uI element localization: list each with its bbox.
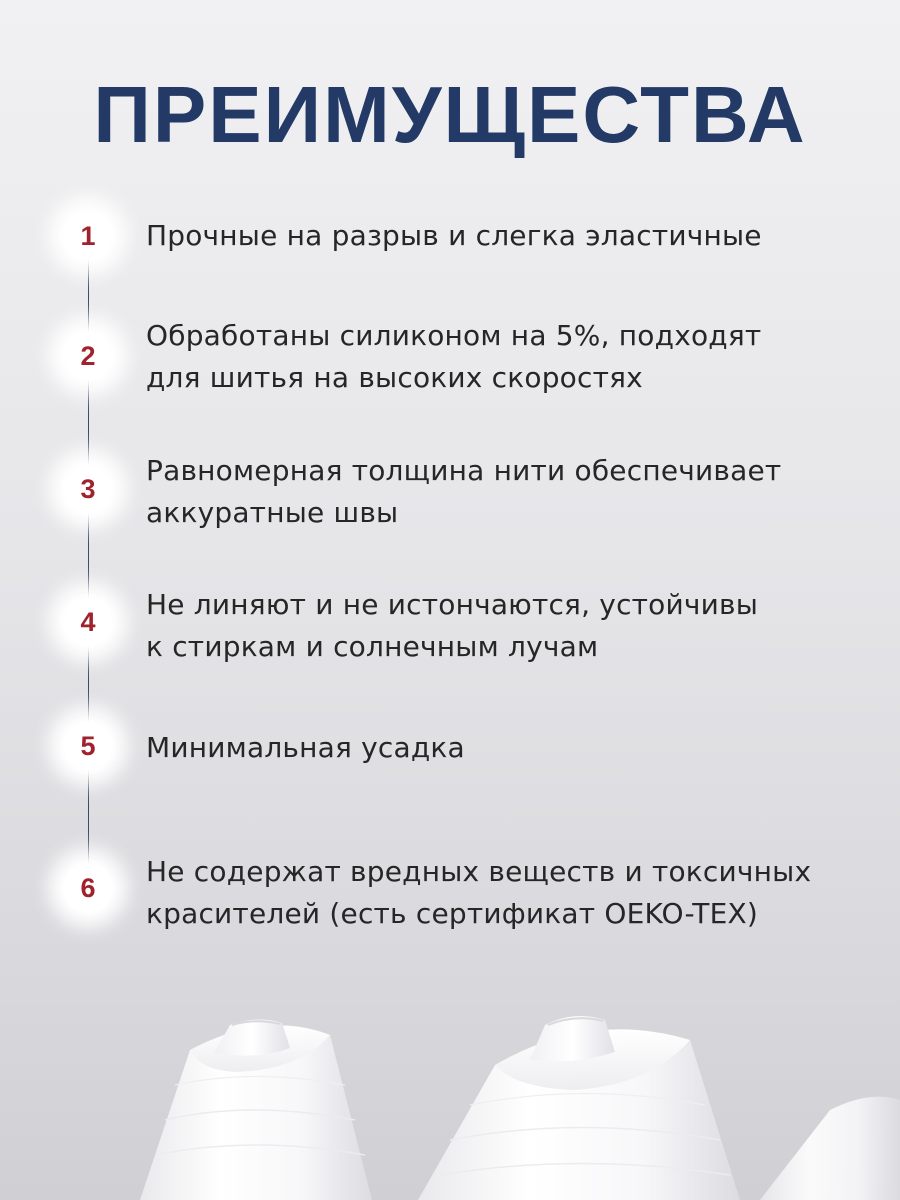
thread-spools-image bbox=[0, 990, 900, 1200]
thread-spools-illustration bbox=[0, 990, 900, 1200]
right-spool bbox=[418, 1016, 740, 1200]
number-badge: 2 bbox=[58, 326, 118, 386]
page-title: ПРЕИМУЩЕСТВА bbox=[93, 70, 807, 159]
advantage-line: аккуратные швы bbox=[146, 496, 399, 529]
advantage-line: к стиркам и солнечным лучам bbox=[146, 630, 599, 663]
advantage-text bbox=[146, 851, 866, 935]
number-badge: 5 bbox=[58, 716, 118, 776]
advantage-text bbox=[146, 584, 866, 668]
number-badge: 6 bbox=[58, 858, 118, 918]
advantage-text bbox=[146, 450, 866, 534]
advantage-line: красителей (есть сертификат OEKO-TEX) bbox=[146, 897, 758, 930]
advantage-line: Не линяют и не истончаются, устойчивы bbox=[146, 588, 759, 621]
right-edge-spool bbox=[760, 1097, 900, 1200]
number-badge: 4 bbox=[58, 592, 118, 652]
advantage-line: Обработаны силиконом на 5%, подходят bbox=[146, 319, 762, 352]
left-spool bbox=[140, 1019, 372, 1200]
advantage-line: Не содержат вредных веществ и токсичных bbox=[146, 855, 812, 888]
advantage-text bbox=[146, 727, 866, 769]
advantage-text bbox=[146, 315, 866, 399]
advantage-text bbox=[146, 215, 866, 257]
advantage-line: Минимальная усадка bbox=[146, 731, 465, 764]
advantage-line: для шитья на высоких скоростях bbox=[146, 361, 643, 394]
number-badge: 3 bbox=[58, 459, 118, 519]
advantage-line: Равномерная толщина нити обеспечивает bbox=[146, 454, 782, 487]
number-badge: 1 bbox=[58, 206, 118, 266]
advantage-line: Прочные на разрыв и слегка эластичные bbox=[146, 219, 762, 252]
